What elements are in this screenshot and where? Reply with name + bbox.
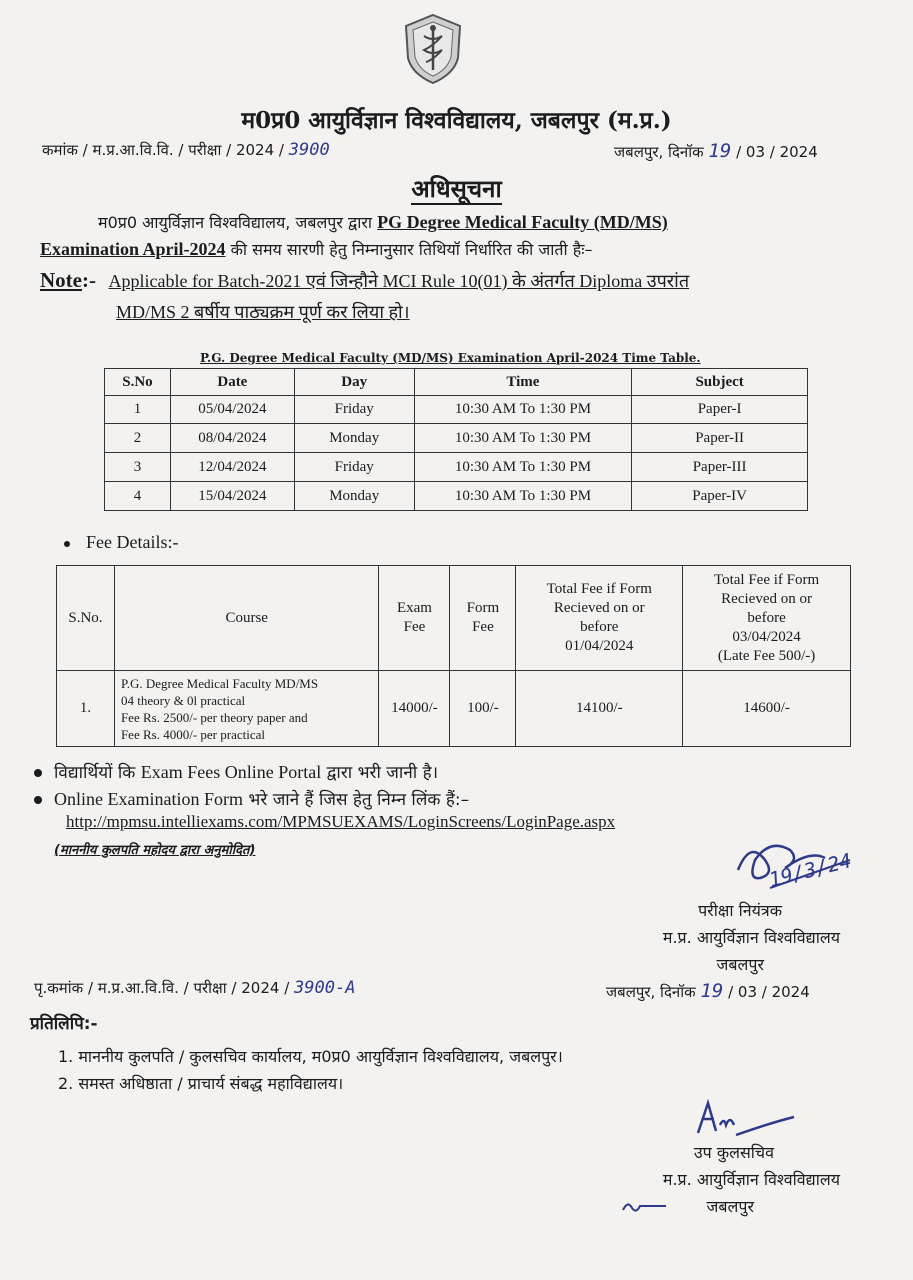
table-cell: 4: [105, 482, 171, 511]
controller-designation: परीक्षा नियंत्रक: [698, 901, 782, 920]
note-line-1: Note:- Applicable for Batch-2021 एवं जिन्हौने MCI Rule 10(01) के अंतर्गत Diploma उपरांत: [40, 268, 690, 292]
timetable-header: S.No: [105, 369, 171, 396]
timetable-header: Subject: [632, 369, 808, 396]
copy-item-2: 2. समस्त अधिष्ठाता / प्राचार्य संबद्ध महाविद्यालय।: [58, 1074, 344, 1093]
table-cell: 12/04/2024: [170, 453, 294, 482]
fee-table: [56, 565, 851, 747]
handwritten-date-day: 19: [708, 140, 732, 162]
notification-heading: अधिसूचना: [411, 175, 502, 203]
copy-to-label: प्रतिलिपि:-: [30, 1014, 98, 1034]
fee-sno: 1.: [57, 671, 115, 747]
fee-header-sno: S.No.: [57, 566, 115, 671]
handwritten-ref-number: 3900: [288, 140, 330, 160]
timetable-header: Day: [294, 369, 414, 396]
table-cell: 10:30 AM To 1:30 PM: [414, 453, 632, 482]
table-cell: Paper-IV: [632, 482, 808, 511]
table-cell: 05/04/2024: [170, 396, 294, 424]
table-cell: Monday: [294, 424, 414, 453]
deputy-registrar-city: जबलपुर: [706, 1197, 754, 1216]
timetable-header: Time: [414, 369, 632, 396]
bullet-icon: [34, 769, 42, 777]
bullet-icon: [34, 796, 42, 804]
university-emblem-icon: [400, 12, 466, 86]
table-row: [105, 396, 808, 424]
intro-line-2: Examination April-2024 की समय सारणी हेतु निम्नानुसार तिथियॉ निर्धारित की जाती हैः–: [40, 239, 593, 259]
controller-city: जबलपुर: [716, 955, 764, 974]
table-row: [57, 671, 851, 747]
table-row: [105, 482, 808, 511]
exam-portal-link[interactable]: http://mpmsu.intelliexams.com/MPMSUEXAMS/LoginScreens/LoginPage.aspx: [66, 812, 616, 831]
table-cell: 15/04/2024: [170, 482, 294, 511]
fee-total-2: 14600/-: [683, 671, 851, 747]
approval-note: (माननीय कुलपति महोदय द्वारा अनुमोदित): [54, 843, 256, 858]
fee-header-exam-fee: Exam Fee: [379, 566, 450, 671]
timetable-header-row: [105, 369, 808, 396]
deputy-registrar-signature-icon: [690, 1095, 800, 1145]
fee-header-total-before-03-04: Total Fee if Form Recieved on or before 03/04/2024 (Late Fee 500/-): [683, 566, 851, 671]
fee-header-row: [57, 566, 851, 671]
fee-course: P.G. Degree Medical Faculty MD/MS 04 theory & 0l practical Fee Rs. 2500/- per theory paper and Fee Rs. 4000/- per practical: [114, 671, 379, 747]
reference-number: कमांक / म.प्र.आ.वि.वि. / परीक्षा / 2024 / 3900: [42, 140, 330, 160]
handwritten-copy-ref-number: 3900-A: [294, 978, 356, 998]
table-cell: Friday: [294, 396, 414, 424]
timetable: [104, 368, 808, 511]
university-title: म0प्र0 आयुर्विज्ञान विश्वविद्यालय, जबलपुर (म.प्र.): [241, 107, 672, 134]
table-cell: Monday: [294, 482, 414, 511]
fee-total-1: 14100/-: [516, 671, 683, 747]
intro-line-1: म0प्र0 आयुर्विज्ञान विश्वविद्यालय, जबलपुर द्वारा PG Degree Medical Faculty (MD/MS): [98, 212, 668, 232]
timetable-header: Date: [170, 369, 294, 396]
table-cell: 1: [105, 396, 171, 424]
copy-reference-number: पृ.कमांक / म.प्र.आ.वि.वि. / परीक्षा / 2024 / 3900-A: [34, 978, 356, 998]
table-cell: 10:30 AM To 1:30 PM: [414, 396, 632, 424]
fee-form-fee: 100/-: [450, 671, 516, 747]
fee-header-total-before-01-04: Total Fee if Form Recieved on or before 01/04/2024: [516, 566, 683, 671]
handwritten-copy-date-day: 19: [700, 980, 724, 1002]
bullet-exam-fees: विद्यार्थियों कि Exam Fees Online Portal द्वारा भरी जानी है।: [34, 760, 438, 783]
table-cell: 2: [105, 424, 171, 453]
table-cell: 3: [105, 453, 171, 482]
notice-date: जबलपुर, दिनॉक 19 / 03 / 2024: [614, 140, 818, 162]
note-line-2: MD/MS 2 बर्षीय पाठ्यक्रम पूर्ण कर लिया हो।: [116, 302, 410, 322]
table-cell: 10:30 AM To 1:30 PM: [414, 424, 632, 453]
fee-details-heading: Fee Details:-: [64, 532, 178, 553]
table-row: [105, 453, 808, 482]
copy-item-1: 1. माननीय कुलपति / कुलसचिव कार्यालय, म0प्र0 आयुर्विज्ञान विश्वविद्यालय, जबलपुर।: [58, 1047, 563, 1066]
bullet-icon: [64, 541, 70, 547]
table-cell: Paper-III: [632, 453, 808, 482]
table-cell: Paper-II: [632, 424, 808, 453]
table-cell: 10:30 AM To 1:30 PM: [414, 482, 632, 511]
table-row: [105, 424, 808, 453]
handwritten-sign-date: 19/3/24: [766, 848, 854, 892]
bullet-online-form: Online Examination Form भरे जाने हैं जिस हेतु निम्न लिंक हैं:–: [34, 787, 469, 810]
timetable-caption: P.G. Degree Medical Faculty (MD/MS) Examination April-2024 Time Table.: [200, 351, 701, 365]
fee-header-form-fee: Form Fee: [450, 566, 516, 671]
table-cell: 08/04/2024: [170, 424, 294, 453]
table-cell: Friday: [294, 453, 414, 482]
controller-university: म.प्र. आयुर्विज्ञान विश्वविद्यालय: [662, 928, 840, 947]
copy-date: जबलपुर, दिनॉक 19 / 03 / 2024: [606, 980, 810, 1002]
deputy-registrar-university: म.प्र. आयुर्विज्ञान विश्वविद्यालय: [662, 1170, 840, 1189]
fee-header-course: Course: [114, 566, 379, 671]
table-cell: Paper-I: [632, 396, 808, 424]
fee-exam-fee: 14000/-: [379, 671, 450, 747]
deputy-registrar-designation: उप कुलसचिव: [693, 1143, 774, 1162]
